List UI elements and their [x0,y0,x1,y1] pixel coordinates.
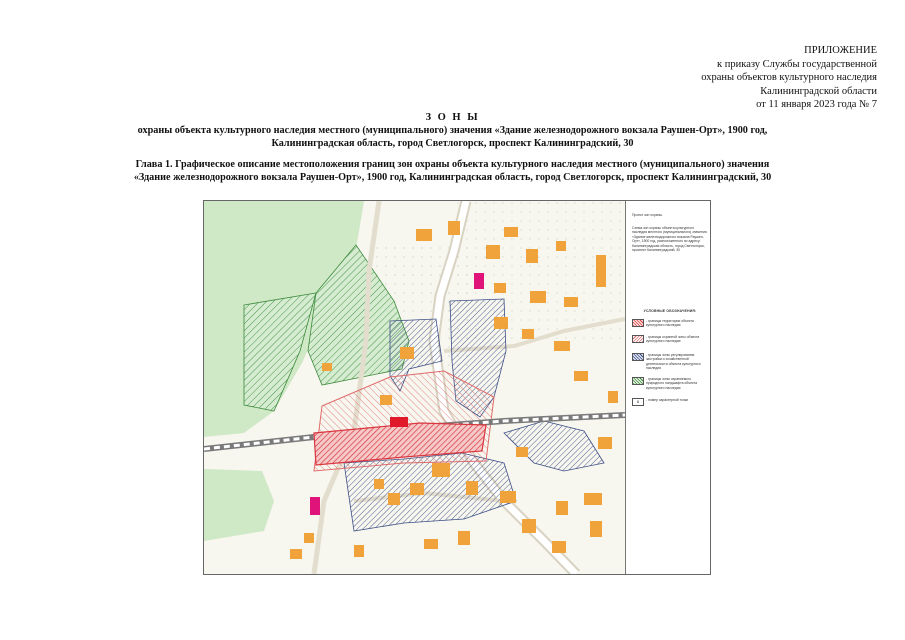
subtitle-line-1: охраны объекта культурного наследия местного (муниципального) значения «Здание железнодорожного вокзала Раушен-Орт», 1900 год, [137,125,768,136]
appendix-date-line: от 11 января 2023 года № 7 [756,99,877,110]
legend-text-landscape: - границы зоны охраняемого природного ландшафта объекта культурного наследия [646,377,698,390]
heritage-building-north [474,273,484,289]
protection-zones-map [203,200,711,575]
subtitle-line-2: Калининградская область, город Светлогорск, проспект Калининградский, 30 [271,138,634,149]
legend-title: УСЛОВНЫЕ ОБОЗНАЧЕНИЯ: [643,309,697,313]
appendix-heading: ПРИЛОЖЕНИЕ [804,45,877,56]
appendix-service-line: охраны объектов культурного наследия [701,72,877,83]
legend-text-protection: - границы охранной зоны объекта культурного наследия [646,335,700,344]
chapter-line-2: «Здание железнодорожного вокзала Раушен-Орт», 1900 год, Калининградская область, город Светлогорск, проспект Калининградский, 30 [133,172,772,183]
legend-swatch-point-number: 8 [632,398,644,406]
map-drawing [204,201,625,574]
zones-title: З О Н Ы [425,112,480,123]
document-subtitle [60,124,845,150]
legend-project-label: Проект зон охраны. [632,213,663,217]
legend-swatch-protection [632,335,644,343]
map-legend [625,201,711,574]
heritage-building-south [310,497,320,515]
legend-text-point-number: - номер характерной точки [646,398,689,402]
appendix-region-line: Калининградской области [760,85,877,97]
appendix-order-line: к приказу Службы государственной [717,58,877,70]
chapter-heading [40,158,865,184]
station-building [390,417,408,427]
legend-text-regulation: - границы зоны регулирования застройки и хозяйственной деятельности объекта культурного наследия [646,353,701,371]
legend-scheme-description: Схема зон охраны объекта культурного наследия местного (муниципального) значения «Здание железнодорожного вокзала Раушен-Орт», 1900 год, расположенного по адресу: Калининградская область, город Светлогорск, проспект Калининградский, 30 [632,226,707,253]
legend-swatch-regulation [632,353,644,361]
chapter-line-1: Глава 1. Графическое описание местоположения границ зон охраны объекта культурного наследия местного (муниципального) значения [135,159,770,170]
legend-swatch-landscape [632,377,644,385]
appendix-block [577,44,877,112]
legend-swatch-territory [632,319,644,327]
legend-text-territory: - границы территории объекта культурного наследия [646,319,694,328]
forest-area-south [204,469,274,541]
